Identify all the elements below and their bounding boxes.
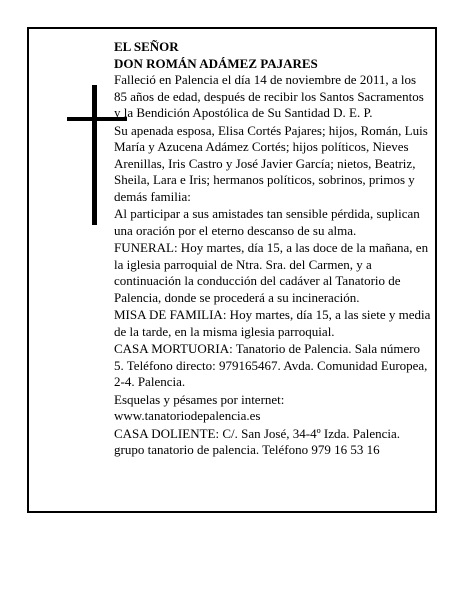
paragraph-prayer: Al participar a sus amistades tan sensible pérdida, suplican una oración por el eterno descanso de su alma.: [114, 206, 420, 238]
cross-vertical-bar: [92, 85, 97, 225]
paragraph-death: Falleció en Palencia el día 14 de noviembre de 2011, a los 85 años de edad, después de recibir los Santos Sacramentos y la Bendición Apostólica de Su Santidad D. E. P.: [114, 72, 424, 120]
paragraph-internet: Esquelas y pésames por internet: www.tanatoriodepalencia.es: [114, 391, 285, 423]
obituary-text: [114, 39, 432, 460]
paragraph-mourning-house: CASA DOLIENTE: C/. San José, 34-4º Izda. Palencia. grupo tanatorio de palencia. Teléfono 979 16 53 16: [114, 425, 401, 457]
paragraph-funeral: FUNERAL: Hoy martes, día 15, a las doce de la mañana, en la iglesia parroquial de Ntra. Sra. del Carmen, y a continuación la conducción del cadáver al Tanatorio de Palencia, donde se procederá a su incineración.: [114, 240, 429, 305]
paragraph-family: Su apenada esposa, Elisa Cortés Pajares; hijos, Román, Luis María y Azucena Adámez Cortés; hijos políticos, Nieves Arenillas, Iris Castro y José Javier García; nietos, Beatriz, Sheila, Lara e Iris; hermanos políticos, sobrinos, primos y demás familia:: [114, 122, 428, 204]
title-line-2: DON ROMÁN ADÁMEZ PAJARES: [114, 55, 318, 71]
paragraph-mortuary: CASA MORTUORIA: Tanatorio de Palencia. Sala número 5. Teléfono directo: 979165467. Avda. Comunidad Europea, 2-4. Palencia.: [114, 341, 428, 389]
paragraph-family-mass: MISA DE FAMILIA: Hoy martes, día 15, a las siete y media de la tarde, en la misma iglesia parroquial.: [114, 307, 431, 339]
title-line-1: EL SEÑOR: [114, 39, 179, 54]
